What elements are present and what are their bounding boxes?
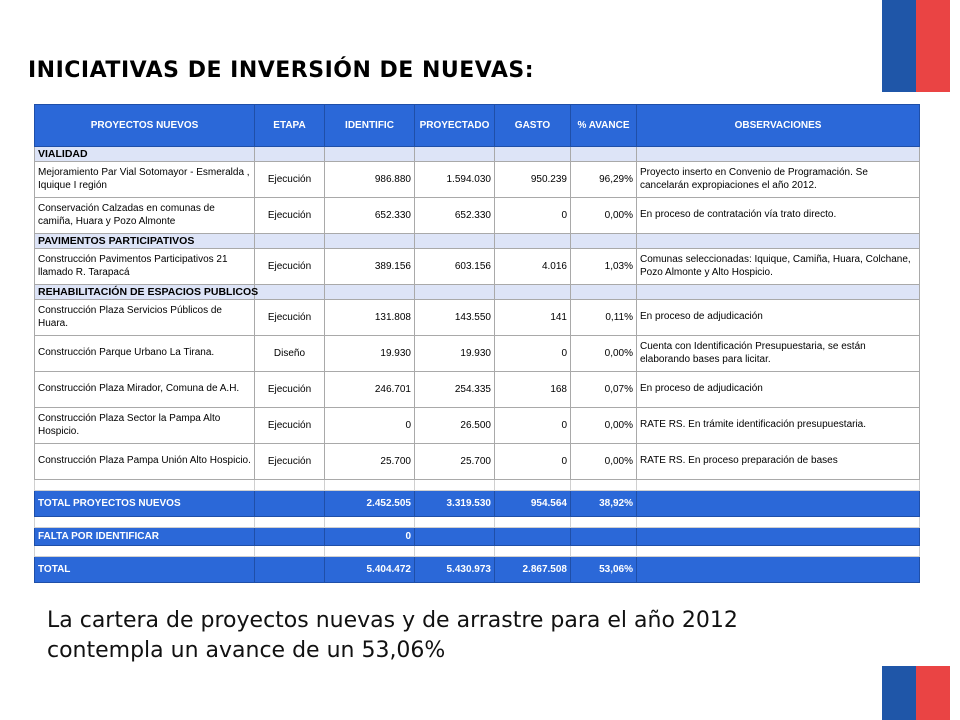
investment-table (34, 104, 920, 583)
table-row (35, 249, 920, 285)
project-name: Construcción Plaza Sector la Pampa Alto Hospicio. (35, 408, 255, 444)
section-label: PAVIMENTOS PARTICIPATIVOS (35, 234, 255, 249)
project-etapa: Ejecución (255, 300, 325, 336)
flag-decoration-top (882, 0, 950, 92)
project-observacion: En proceso de adjudicación (637, 300, 920, 336)
section-row (35, 147, 920, 162)
project-observacion: Cuenta con Identificación Presupuestaria, se están elaborando bases para licitar. (637, 336, 920, 372)
project-name: Mejoramiento Par Vial Sotomayor - Esmeralda , Iquique I región (35, 162, 255, 198)
project-gasto: 4.016 (495, 249, 571, 285)
project-etapa: Ejecución (255, 162, 325, 198)
project-identific: 986.880 (325, 162, 415, 198)
summary-note: La cartera de proyectos nuevas y de arrastre para el año 2012 contempla un avance de un 53,06% (47, 608, 738, 663)
project-identific: 389.156 (325, 249, 415, 285)
project-gasto: 0 (495, 444, 571, 480)
header-avance: % AVANCE (571, 105, 637, 147)
falta-identific: 0 (325, 528, 415, 546)
header-gasto: GASTO (495, 105, 571, 147)
project-proyectado: 1.594.030 (415, 162, 495, 198)
project-identific: 19.930 (325, 336, 415, 372)
project-proyectado: 25.700 (415, 444, 495, 480)
total-row (35, 557, 920, 583)
header-etapa: ETAPA (255, 105, 325, 147)
project-identific: 652.330 (325, 198, 415, 234)
project-proyectado: 254.335 (415, 372, 495, 408)
project-name: Conservación Calzadas en comunas de camiña, Huara y Pozo Almonte (35, 198, 255, 234)
project-observacion: Proyecto inserto en Convenio de Programación. Se cancelarán expropiaciones el año 2012. (637, 162, 920, 198)
project-proyectado: 143.550 (415, 300, 495, 336)
project-name: Construcción Parque Urbano La Tirana. (35, 336, 255, 372)
project-observacion: En proceso de adjudicación (637, 372, 920, 408)
project-etapa: Ejecución (255, 408, 325, 444)
project-avance: 0,00% (571, 444, 637, 480)
total-nuevos-label: TOTAL PROYECTOS NUEVOS (35, 491, 255, 517)
project-identific: 131.808 (325, 300, 415, 336)
total-label: TOTAL (35, 557, 255, 583)
flag-blue-stripe (882, 0, 916, 92)
project-gasto: 141 (495, 300, 571, 336)
flag-decoration-bottom (882, 666, 950, 720)
project-observacion: En proceso de contratación vía trato directo. (637, 198, 920, 234)
project-proyectado: 26.500 (415, 408, 495, 444)
project-name: Construcción Plaza Pampa Unión Alto Hospicio. (35, 444, 255, 480)
project-gasto: 0 (495, 336, 571, 372)
table-row (35, 444, 920, 480)
header-proyectos: PROYECTOS NUEVOS (35, 105, 255, 147)
spacer-row (35, 480, 920, 491)
project-avance: 0,11% (571, 300, 637, 336)
project-gasto: 0 (495, 198, 571, 234)
project-etapa: Diseño (255, 336, 325, 372)
section-label: REHABILITACIÓN DE ESPACIOS PUBLICOS (35, 285, 255, 300)
table-row (35, 372, 920, 408)
table-header-row (35, 105, 920, 147)
table-row (35, 408, 920, 444)
project-etapa: Ejecución (255, 372, 325, 408)
header-identific: IDENTIFIC (325, 105, 415, 147)
header-observaciones: OBSERVACIONES (637, 105, 920, 147)
project-identific: 246.701 (325, 372, 415, 408)
flag-red-stripe (916, 666, 950, 720)
project-observacion: RATE RS. En trámite identificación presupuestaria. (637, 408, 920, 444)
page-title: INICIATIVAS DE INVERSIÓN DE NUEVAS: (28, 58, 534, 83)
project-proyectado: 19.930 (415, 336, 495, 372)
table-row (35, 162, 920, 198)
project-proyectado: 603.156 (415, 249, 495, 285)
total-proyectado: 5.430.973 (415, 557, 495, 583)
project-name: Construcción Plaza Servicios Públicos de Huara. (35, 300, 255, 336)
total-nuevos-identific: 2.452.505 (325, 491, 415, 517)
flag-blue-stripe (882, 666, 916, 720)
falta-row (35, 528, 920, 546)
table-row (35, 336, 920, 372)
project-avance: 0,00% (571, 198, 637, 234)
spacer-row (35, 546, 920, 557)
section-label: VIALIDAD (35, 147, 255, 162)
project-gasto: 950.239 (495, 162, 571, 198)
project-observacion: RATE RS. En proceso preparación de bases (637, 444, 920, 480)
project-proyectado: 652.330 (415, 198, 495, 234)
project-gasto: 0 (495, 408, 571, 444)
header-proyectado: PROYECTADO (415, 105, 495, 147)
project-etapa: Ejecución (255, 249, 325, 285)
table-row (35, 198, 920, 234)
falta-label: FALTA POR IDENTIFICAR (35, 528, 255, 546)
project-identific: 25.700 (325, 444, 415, 480)
project-etapa: Ejecución (255, 198, 325, 234)
project-avance: 0,00% (571, 336, 637, 372)
project-name: Construcción Plaza Mirador, Comuna de A.H. (35, 372, 255, 408)
project-observacion: Comunas seleccionadas: Iquique, Camiña, Huara, Colchane, Pozo Almonte y Alto Hospicio. (637, 249, 920, 285)
investment-table-container (34, 104, 920, 583)
flag-red-stripe (916, 0, 950, 92)
total-nuevos-gasto: 954.564 (495, 491, 571, 517)
section-row (35, 285, 920, 300)
project-avance: 0,07% (571, 372, 637, 408)
project-avance: 0,00% (571, 408, 637, 444)
total-gasto: 2.867.508 (495, 557, 571, 583)
total-nuevos-row (35, 491, 920, 517)
spacer-row (35, 517, 920, 528)
section-row (35, 234, 920, 249)
total-avance: 53,06% (571, 557, 637, 583)
project-name: Construcción Pavimentos Participativos 21 llamado R. Tarapacá (35, 249, 255, 285)
project-etapa: Ejecución (255, 444, 325, 480)
total-nuevos-proyectado: 3.319.530 (415, 491, 495, 517)
project-gasto: 168 (495, 372, 571, 408)
project-avance: 1,03% (571, 249, 637, 285)
project-avance: 96,29% (571, 162, 637, 198)
total-nuevos-avance: 38,92% (571, 491, 637, 517)
project-identific: 0 (325, 408, 415, 444)
total-identific: 5.404.472 (325, 557, 415, 583)
table-row (35, 300, 920, 336)
